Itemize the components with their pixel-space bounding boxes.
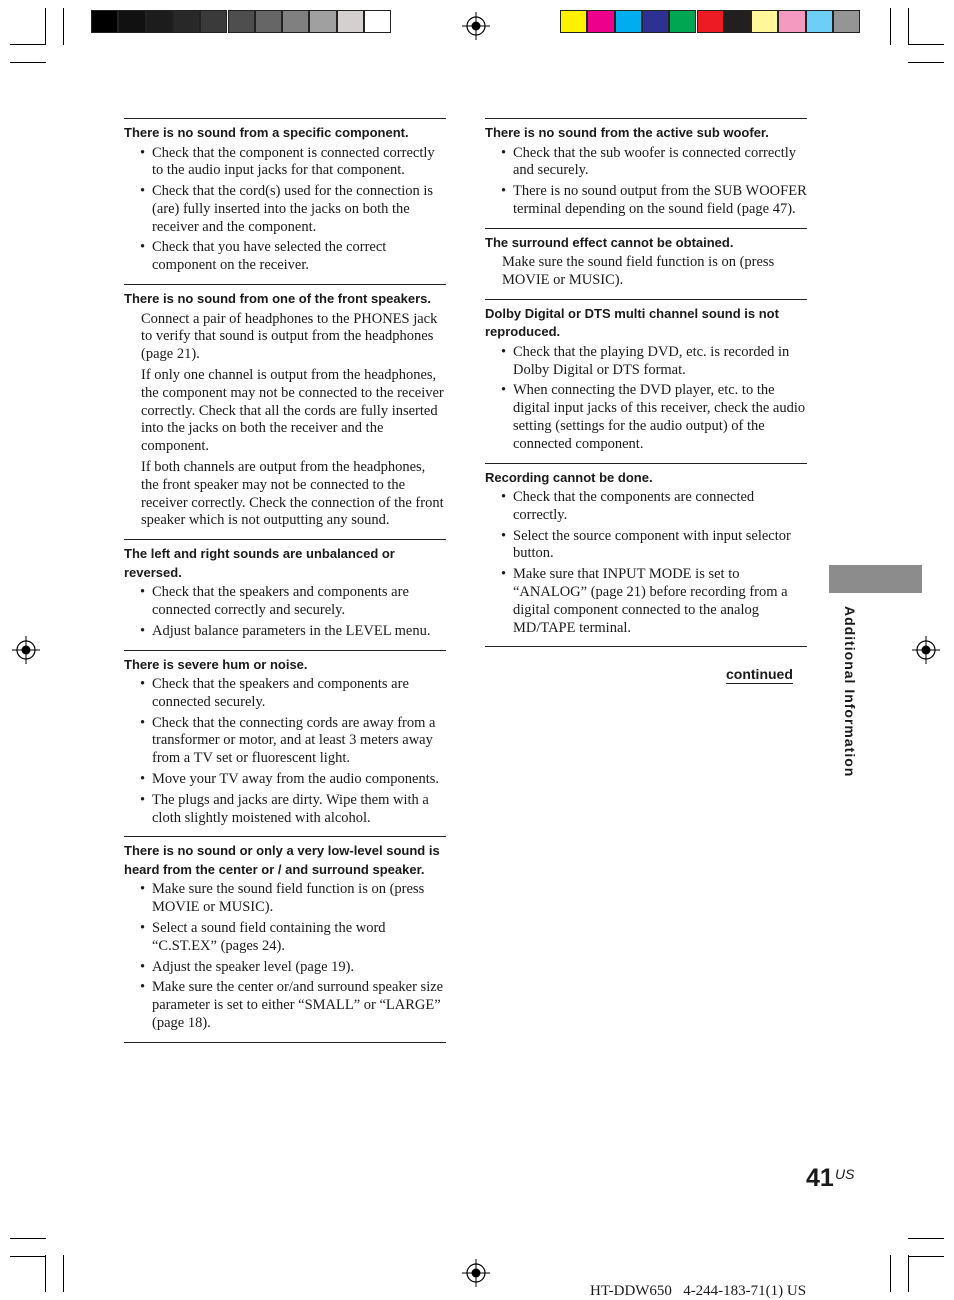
section-heading: There is no sound or only a very low-level sound is heard from the center or / and surround speaker. [124, 843, 440, 877]
color-swatch [587, 10, 614, 33]
troubleshooting-section [124, 836, 446, 1042]
color-swatch [364, 10, 391, 33]
section-heading: The surround effect cannot be obtained. [485, 234, 734, 250]
section-paragraph: If only one channel is output from the headphones, the component may not be connected to the receiver correctly. Check that all the cords are fully inserted into the jacks on both the receiver and the component. [141, 366, 444, 455]
color-swatch [697, 10, 724, 33]
color-swatch [200, 10, 227, 33]
crop-mark [908, 1256, 944, 1257]
bullet-item: • When connecting the DVD player, etc. to the digital input jacks of this receiver, check the audio setting (settings for the audio output) of the connected component. [485, 382, 807, 453]
bullet-item: • Select the source component with input selector button. [485, 528, 807, 564]
continued-label: continued [726, 666, 793, 682]
color-swatch [255, 10, 282, 33]
section-paragraph: If both channels are output from the headphones, the front speaker may not be connected to the receiver correctly. Check the connection of the front speaker which is not outputting any sound. [141, 458, 444, 529]
section-heading: There is severe hum or noise. [124, 656, 308, 672]
bullet-item: • Check that the components are connected correctly. [485, 489, 807, 525]
color-swatch [751, 10, 778, 33]
crop-mark [908, 62, 944, 63]
left-column [124, 118, 446, 1043]
crop-mark [10, 1256, 46, 1257]
troubleshooting-section [124, 539, 446, 649]
color-swatch [173, 10, 200, 33]
bullet-list [485, 489, 807, 637]
bullet-item: • Move your TV away from the audio components. [124, 771, 446, 789]
color-swatch [309, 10, 336, 33]
bullet-item: • Check that you have selected the correct component on the receiver. [124, 239, 446, 275]
bullet-item: • Check that the connecting cords are away from a transformer or motor, and at least 3 meters away from a TV set or fluorescent light. [124, 715, 446, 768]
color-swatch [833, 10, 860, 33]
color-swatch [778, 10, 805, 33]
bullet-item: • Make sure the sound field function is on (press MOVIE or MUSIC). [124, 881, 446, 917]
page-suffix: US [835, 1166, 855, 1182]
registration-mark-icon [912, 636, 940, 664]
color-swatch [724, 10, 751, 33]
footer-part-number: 4-244-183-71(1) US [683, 1283, 807, 1299]
bullet-item: • Make sure that INPUT MODE is set to “ANALOG” (page 21) before recording from a digital component connected to the analog MD/TAPE terminal. [485, 566, 807, 637]
side-tab-label: Additional Information [842, 606, 858, 778]
crop-mark [45, 1255, 46, 1292]
section-heading: The left and right sounds are unbalanced or reversed. [124, 546, 395, 580]
color-swatch [615, 10, 642, 33]
troubleshooting-section [485, 463, 807, 648]
bullet-item: • Check that the component is connected correctly to the audio input jacks for that component. [124, 145, 446, 181]
crop-mark [908, 8, 909, 45]
bullet-item: • Adjust balance parameters in the LEVEL menu. [124, 623, 446, 641]
section-heading: There is no sound from the active sub woofer. [485, 125, 769, 140]
troubleshooting-section [124, 118, 446, 284]
bullet-item: • Adjust the speaker level (page 19). [124, 959, 446, 977]
right-column [485, 118, 807, 647]
registration-mark-icon [12, 636, 40, 664]
bullet-item: • Check that the speakers and components are connected correctly and securely. [124, 584, 446, 620]
troubleshooting-section [485, 299, 807, 463]
page-number: 41 [806, 1164, 834, 1192]
color-swatch [282, 10, 309, 33]
color-swatch [91, 10, 118, 33]
bullet-list [124, 584, 446, 640]
section-heading: There is no sound from one of the front speakers. [124, 291, 431, 307]
color-swatch [118, 10, 145, 33]
bullet-item: • The plugs and jacks are dirty. Wipe them with a cloth slightly moistened with alcohol. [124, 792, 446, 828]
crop-mark [45, 8, 46, 45]
color-swatch [146, 10, 173, 33]
crop-mark [890, 1255, 891, 1292]
bullet-list [485, 344, 807, 454]
troubleshooting-section [485, 228, 807, 299]
section-paragraph: Connect a pair of headphones to the PHONES jack to verify that sound is output from the headphones (page 21). [141, 310, 438, 363]
troubleshooting-section [124, 284, 446, 539]
color-swatch [642, 10, 669, 33]
section-tab [829, 565, 922, 593]
color-swatch [669, 10, 696, 33]
color-swatch [806, 10, 833, 33]
bullet-item: • Make sure the center or/and surround speaker size parameter is set to either “SMALL” or “LARGE” (page 18). [124, 979, 446, 1032]
bullet-list [124, 881, 446, 1032]
color-swatch [560, 10, 587, 33]
bullet-list [124, 145, 446, 276]
crop-mark [10, 44, 46, 45]
bullet-item: • Check that the playing DVD, etc. is recorded in Dolby Digital or DTS format. [485, 344, 807, 380]
color-swatch [228, 10, 255, 33]
crop-mark [908, 1238, 944, 1239]
bullet-item: • Select a sound field containing the word “C.ST.EX” (pages 24). [124, 920, 446, 956]
section-paragraph: Make sure the sound field function is on (press MOVIE or MUSIC). [502, 254, 775, 288]
crop-mark [908, 1255, 909, 1292]
crop-mark [10, 62, 46, 63]
registration-mark-icon [462, 1259, 490, 1287]
crop-mark [908, 44, 944, 45]
footer-code [590, 1283, 806, 1300]
section-heading: Recording cannot be done. [485, 469, 653, 485]
troubleshooting-section [485, 118, 807, 228]
color-swatch [337, 10, 364, 33]
bullet-list [124, 676, 446, 827]
crop-mark [63, 8, 64, 45]
bullet-item: • Check that the speakers and components are connected securely. [124, 676, 446, 712]
footer-model: HT-DDW650 [590, 1283, 672, 1299]
bullet-item: • Check that the cord(s) used for the connection is (are) fully inserted into the jacks on both the receiver and the component. [124, 183, 446, 236]
crop-mark [63, 1255, 64, 1292]
registration-mark-icon [462, 12, 490, 40]
crop-mark [890, 8, 891, 45]
bullet-item: • Check that the sub woofer is connected correctly and securely. [485, 145, 807, 181]
bullet-list [485, 145, 807, 219]
section-heading: There is no sound from a specific component. [124, 125, 409, 140]
crop-mark [10, 1238, 46, 1239]
section-heading: Dolby Digital or DTS multi channel sound is not reproduced. [485, 305, 779, 340]
troubleshooting-section [124, 650, 446, 837]
bullet-item: • There is no sound output from the SUB WOOFER terminal depending on the sound field (page 47). [485, 183, 807, 219]
